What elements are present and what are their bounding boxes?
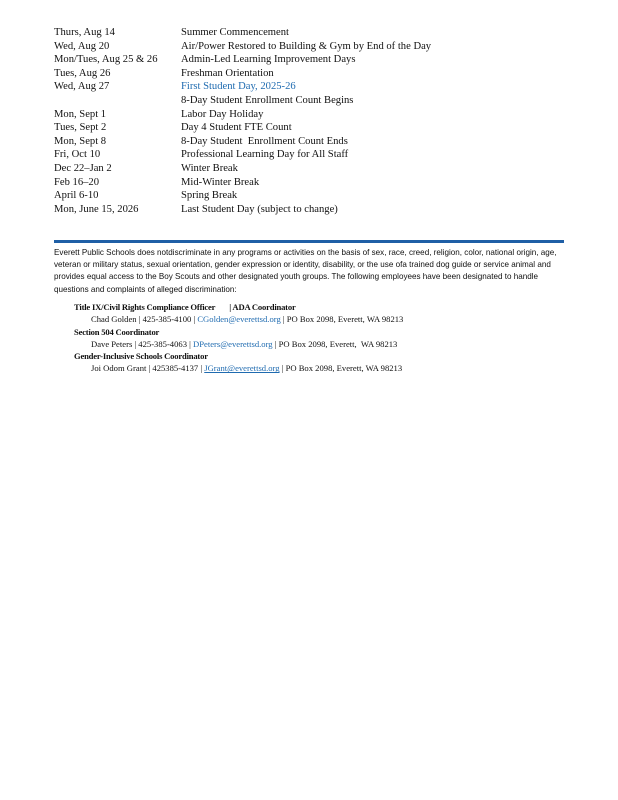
calendar-date: Mon, Sept 1	[54, 108, 107, 120]
calendar-event: Winter Break	[181, 162, 238, 174]
calendar-date: Dec 22–Jan 2	[54, 162, 112, 174]
calendar-date	[54, 94, 181, 108]
calendar-event: Day 4 Student FTE Count	[181, 122, 292, 134]
contacts-block	[74, 301, 544, 375]
calendar-row	[54, 121, 534, 135]
calendar-event: Last Student Day (subject to change)	[181, 203, 338, 215]
contact-name-phone: Joi Odom Grant | 425385-4137 |	[91, 363, 205, 374]
email-link[interactable]: JGrant@everettsd.org	[204, 363, 280, 374]
contact-name-phone: Chad Golden | 425-385-4100 |	[91, 314, 198, 325]
calendar-event: 8-Day Student Enrollment Count Ends	[181, 135, 348, 147]
calendar-row	[54, 162, 534, 176]
calendar-date: Thurs, Aug 14	[54, 27, 115, 38]
calendar-row	[54, 135, 534, 149]
calendar-event: Spring Break	[181, 190, 238, 202]
calendar-event: Freshman Orientation	[181, 67, 274, 79]
calendar-row	[54, 203, 534, 217]
calendar-date: April 6-10	[54, 190, 99, 202]
calendar-event: Mid-Winter Break	[181, 176, 260, 188]
calendar-date: Fri, Oct 10	[54, 149, 101, 161]
calendar-event: Air/Power Restored to Building & Gym by End of the Day	[181, 40, 432, 52]
contact-line-section-504	[74, 338, 544, 350]
email-link[interactable]: DPeters@everettsd.org	[193, 338, 273, 349]
calendar-event: Professional Learning Day for All Staff	[181, 149, 349, 161]
contact-heading-section-504: Section 504 Coordinator	[74, 326, 160, 337]
calendar-date: Wed, Aug 27	[54, 81, 110, 93]
calendar-row	[54, 94, 534, 108]
calendar-row	[54, 108, 534, 122]
contact-address: | PO Box 2098, Everett, WA 98213	[272, 338, 398, 349]
calendar-date: Wed, Aug 20	[54, 40, 110, 52]
contact-heading-title-ix	[74, 301, 544, 313]
calendar-row	[54, 148, 534, 162]
ada-heading: | ADA Coordinator	[229, 302, 296, 312]
calendar-event-highlight: First Student Day, 2025-26	[181, 81, 296, 93]
contact-line-gender	[74, 362, 544, 374]
calendar-date: Mon, June 15, 2026	[54, 203, 139, 215]
calendar-date: Feb 16–20	[54, 176, 100, 188]
calendar-date: Mon/Tues, Aug 25 & 26	[54, 54, 158, 66]
contact-heading-gender: Gender-Inclusive Schools Coordinator	[74, 351, 208, 362]
calendar-event: 8-Day Student Enrollment Count Begins	[181, 94, 354, 106]
title-ix-heading: Title IX/Civil Rights Compliance Officer	[74, 302, 216, 312]
nondiscrimination-notice: Everett Public Schools does notdiscriminate in any programs or activities on the basis of sex, race, creed, religion, color, national origin, age, veteran or military status, sexual orientation, gender expression or identity, disability, or the use ofa trained dog guide or service animal and provides equal access to the Boy Scouts and other designated youth groups. The following employees have been designated to handle questions and complaints of alleged discrimination:	[54, 248, 557, 294]
calendar-date: Tues, Aug 26	[54, 67, 111, 79]
calendar-row	[54, 189, 534, 203]
contact-address: | PO Box 2098, Everett, WA 98213	[279, 363, 403, 374]
calendar-event: Admin-Led Learning Improvement Days	[181, 54, 356, 66]
calendar-row	[54, 80, 534, 94]
contact-line-title-ix	[74, 313, 544, 325]
calendar-row	[54, 26, 534, 40]
calendar-event: Summer Commencement	[181, 27, 289, 38]
calendar-row	[54, 40, 534, 54]
calendar-event: Labor Day Holiday	[181, 108, 264, 120]
calendar-date: Mon, Sept 8	[54, 135, 107, 147]
contact-address: | PO Box 2098, Everett, WA 98213	[280, 314, 404, 325]
calendar-row	[54, 67, 534, 81]
calendar-date: Tues, Sept 2	[54, 122, 107, 134]
email-link[interactable]: CGolden@everettsd.org	[197, 314, 281, 325]
calendar-row	[54, 53, 534, 67]
calendar-list	[54, 26, 534, 216]
calendar-row	[54, 176, 534, 190]
section-divider	[54, 240, 564, 243]
contact-name-phone: Dave Peters | 425-385-4063 |	[91, 338, 194, 349]
